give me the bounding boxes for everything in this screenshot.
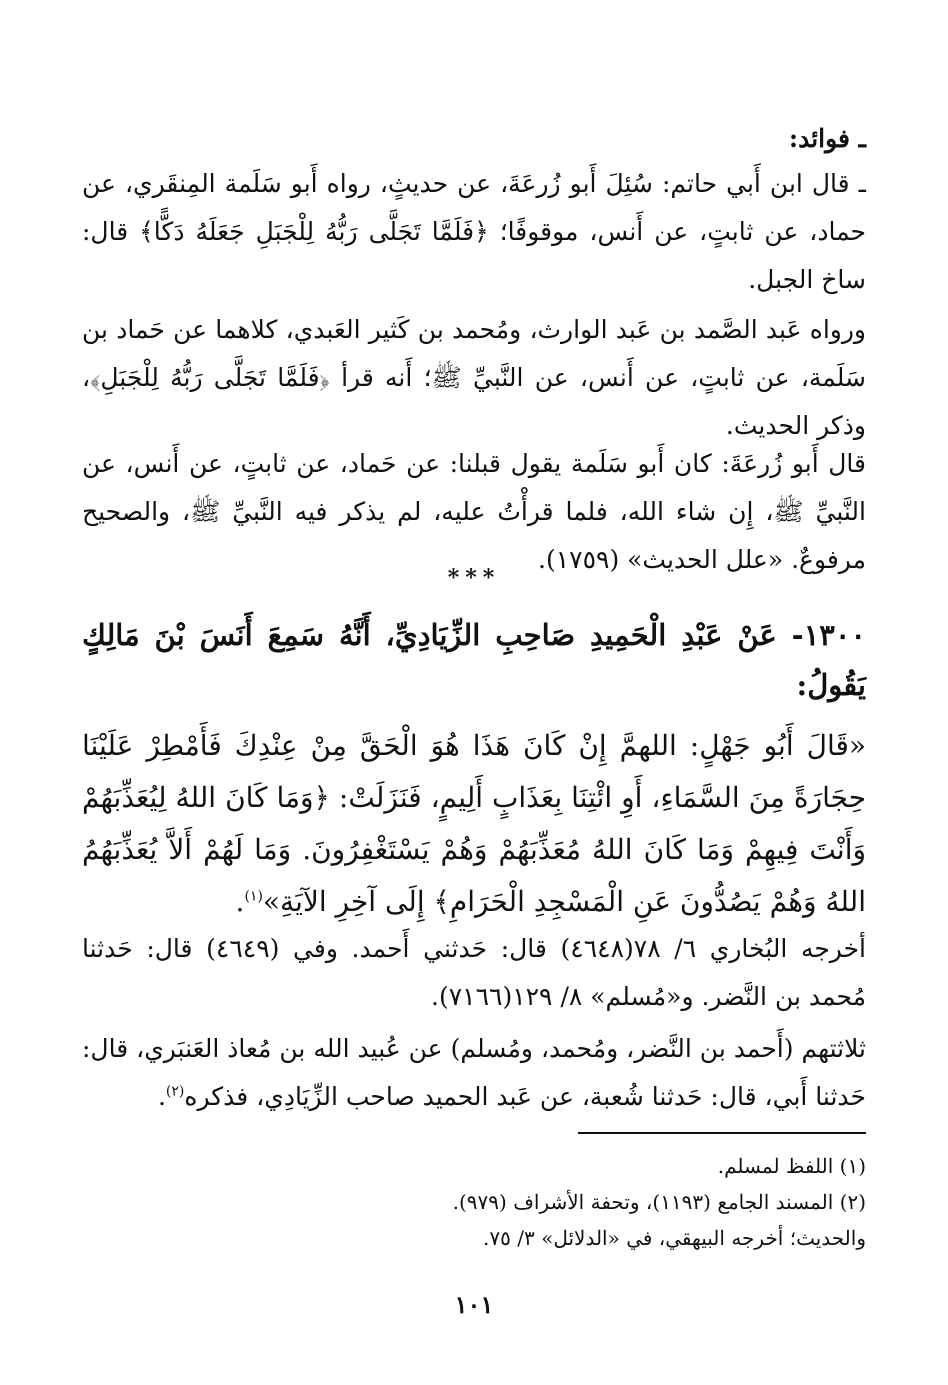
benefit-paragraph-1: ـ قال ابن أَبي حاتم: سُئِلَ أَبو زُرعَةَ، عن حديثٍ، رواه أَبو سَلَمة المِنقَري، عن حماد، عن ثابتٍ، عن أَنس، موقوفًا؛ ﴿فَلَمَّا تَجَلَّى رَبُّهُ لِلْجَبَلِ جَعَلَهُ دَكًّا﴾ قال: ساخ الجبل.	[82, 169, 866, 294]
benefit-paragraph-3: قال أَبو زُرعَةَ: كان أَبو سَلَمة يقول قبلنا: عن حَماد، عن ثابتٍ، عن أَنس، عن النَّبيِّ ﷺ، إِن شاء الله، فلما قرأْتُ عليه، لم يذكر فيه النَّبيِّ ﷺ، والصحيح مرفوعٌ. «علل الحديث» (١٧٥٩).	[82, 449, 866, 574]
takhrij-end: .	[157, 1082, 166, 1111]
footnotes	[82, 1148, 866, 1256]
hadith-text-container: «قَالَ أَبُو جَهْلٍ: اللهمَّ إِنْ كَانَ هَذَا هُوَ الْحَقَّ مِنْ عِنْدِكَ فَأَمْطِرْ عَلَيْنَا حِجَارَةً مِنَ السَّمَاءِ، أَوِ ائْتِنَا بِعَذَابٍ أَلِيمٍ، فَنَزَلَتْ: ﴿وَمَا كَانَ اللهُ لِيُعَذِّبَهُمْ وَأَنْتَ فِيهِمْ وَمَا كَانَ اللهُ مُعَذِّبَهُمْ وَهُمْ يَسْتَغْفِرُونَ. وَمَا لَهُمْ أَلاَّ يُعَذِّبَهُمُ اللهُ وَهُمْ يَصُدُّونَ عَنِ الْمَسْجِدِ الْحَرَامِ﴾ إِلَى آخِرِ الآيَةِ»$^{(١)}$.	[82, 729, 867, 918]
page-number: ١٠١	[454, 1290, 494, 1319]
hadith-heading: ١٣٠٠- عَنْ عَبْدِ الْحَمِيدِ صَاحِبِ الزِّيَادِيِّ، أَنَّهُ سَمِعَ أَنَسَ بْنَ مَالِكٍ يَقُولُ:	[82, 618, 866, 702]
footnote-marker-1: (١)	[244, 888, 263, 905]
footnote-2: (٢) المسند الجامع (١١٩٣)، وتحفة الأشراف (٩٧٩).	[452, 1190, 866, 1214]
benefit-paragraph-2: ورواه عَبد الصَّمد بن عَبد الوارث، ومُحمد بن كَثير العَبدي، كلاهما عن حَماد بن سَلَمة، عن ثابتٍ، عن أَنس، عن النَّبيِّ ﷺ؛ أَنه قرأ ﴿فَلَمَّا تَجَلَّى رَبُّهُ لِلْجَبَلِ﴾، وذكر الحديث.	[82, 315, 866, 440]
benefits-heading: ـ فوائد:	[788, 124, 866, 153]
footnote-2-continuation: والحديث؛ أخرجه البيهقي، في «الدلائل» ٣/ ٧٥.	[483, 1226, 866, 1250]
takhrij-paragraph-1: أخرجه البُخاري ٦/ ٧٨(٤٦٤٨) قال: حَدثني أَحمد. وفي (٤٦٤٩) قال: حَدثنا مُحمد بن النَّضر. و«مُسلم» ٨/ ١٢٩(٧١٦٦).	[82, 934, 867, 1011]
takhrij-paragraph-2: ثلاثتهم (أَحمد بن النَّضر، ومُحمد، ومُسلم) عن عُبيد الله بن مُعاذ العَنبَري، قال: حَدثنا أَبي، قال: حَدثنا شُعبة، عن عَبد الحميد صاحب الزِّيَادِي، فذكره	[82, 1034, 866, 1111]
footnote-marker-2: (٢)	[165, 1083, 185, 1100]
footnote-divider	[578, 1132, 866, 1134]
section-separator: ***	[447, 565, 501, 591]
hadith-text: «قَالَ أَبُو جَهْلٍ: اللهمَّ إِنْ كَانَ هَذَا هُوَ الْحَقَّ مِنْ عِنْدِكَ فَأَمْطِرْ عَلَيْنَا حِجَارَةً مِنَ السَّمَاءِ، أَوِ ائْتِنَا بِعَذَابٍ أَلِيمٍ، فَنَزَلَتْ: ﴿وَمَا كَانَ اللهُ لِيُعَذِّبَهُمْ وَأَنْتَ فِيهِمْ وَمَا كَانَ اللهُ مُعَذِّبَهُمْ وَهُمْ يَسْتَغْفِرُونَ. وَمَا لَهُمْ أَلاَّ يُعَذِّبَهُمُ اللهُ وَهُمْ يَصُدُّونَ عَنِ الْمَسْجِدِ الْحَرَامِ﴾ إِلَى آخِرِ الآيَةِ»	[82, 729, 867, 918]
takhrij-paragraph-2-container	[82, 1025, 866, 1121]
footnote-1: (١) اللفظ لمسلم.	[717, 1154, 866, 1178]
